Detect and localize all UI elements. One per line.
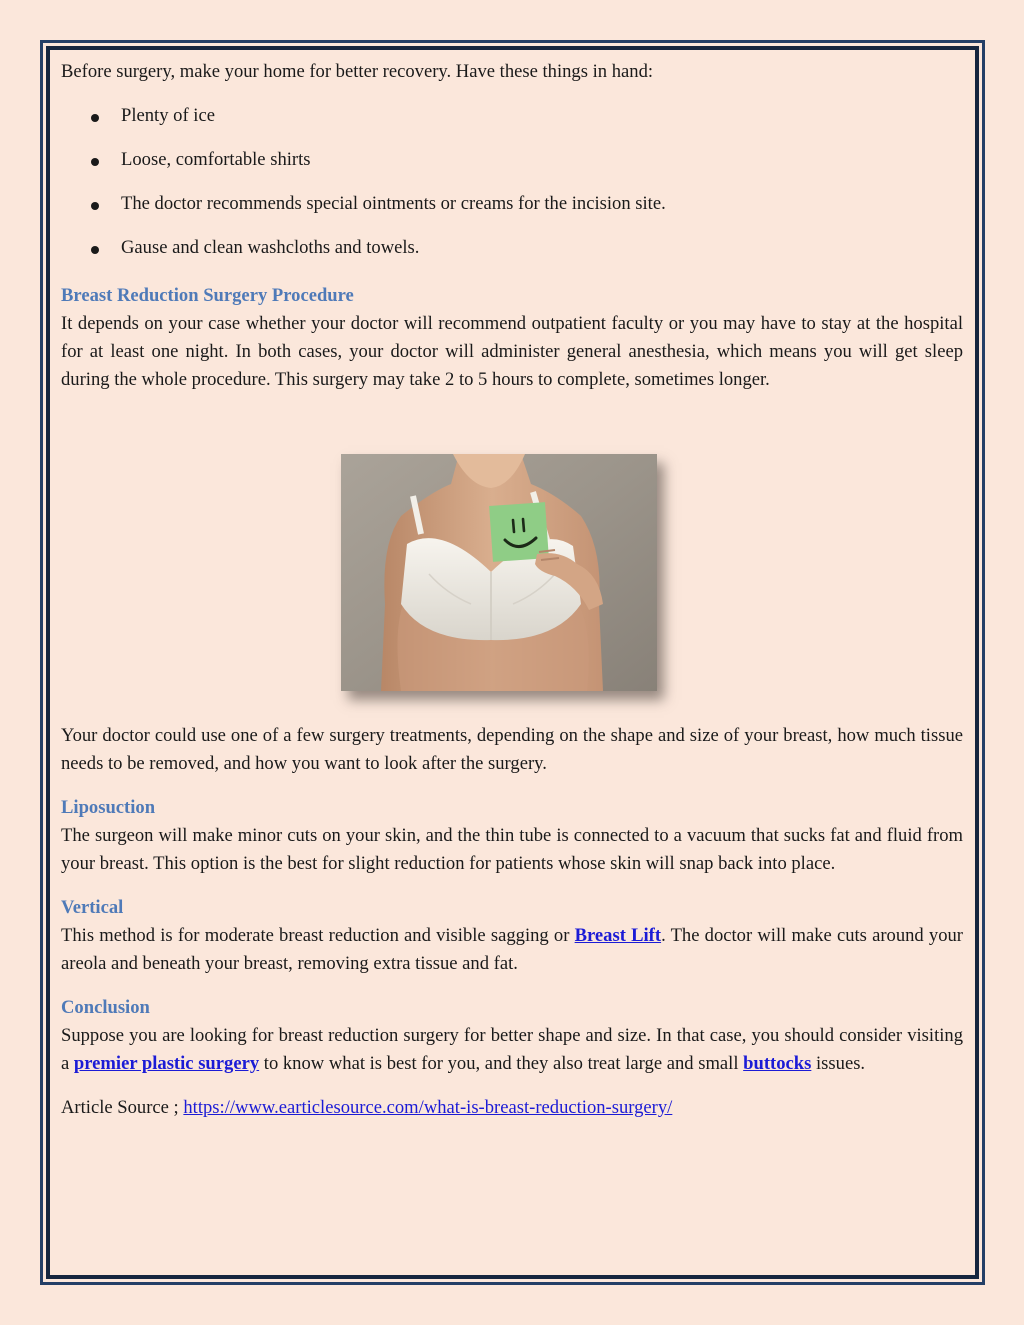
bullet-icon [91, 202, 99, 210]
checklist-item [61, 174, 963, 218]
conclusion-text [61, 1022, 963, 1078]
checklist-item-text: The doctor recommends special ointments or creams for the incision site. [121, 193, 666, 214]
conclusion-text-end: issues. [811, 1053, 866, 1074]
checklist-item-text: Gause and clean washcloths and towels. [121, 237, 420, 258]
treatments-intro-text: Your doctor could use one of a few surgery treatments, depending on the shape and size of your breast, how much tissue needs to be removed, and how you want to look after the surgery. [61, 725, 963, 774]
bullet-icon [91, 158, 99, 166]
recovery-checklist [61, 86, 963, 262]
checklist-item [61, 218, 963, 262]
conclusion-heading: Conclusion [61, 997, 150, 1018]
photo-illustration [341, 454, 657, 691]
procedure-text: It depends on your case whether your doctor will recommend outpatient faculty or you may have to stay at the hospital for at least one night. In both cases, your doctor will administer general anesthesia, which means you will get sleep during the whole procedure. This surgery may take 2 to 5 hours to complete, sometimes longer. [61, 313, 963, 390]
vertical-text-end: . The doctor will make cuts around your areola and beneath your breast, removing extra tissue and fat. [61, 925, 964, 974]
vertical-text-start: This method is for moderate breast reduction and visible sagging or [61, 925, 575, 946]
procedure-section [61, 282, 963, 394]
procedure-heading: Breast Reduction Surgery Procedure [61, 285, 354, 306]
breast-lift-link[interactable]: Breast Lift [574, 925, 662, 946]
article-source-link[interactable]: https://www.earticlesource.com/what-is-breast-reduction-surgery/ [183, 1097, 673, 1118]
article-source [61, 1094, 963, 1122]
vertical-heading: Vertical [61, 897, 124, 918]
premier-plastic-surgery-link[interactable]: premier plastic surgery [73, 1053, 260, 1074]
conclusion-text-middle: to know what is best for you, and they also treat large and small [259, 1053, 744, 1074]
checklist-item [61, 86, 963, 130]
checklist-item [61, 130, 963, 174]
conclusion-section [61, 994, 963, 1078]
liposuction-text: The surgeon will make minor cuts on your skin, and the thin tube is connected to a vacuum that sucks fat and fluid from your breast. This option is the best for slight reduction for patients whose skin will snap back into place. [61, 825, 963, 874]
checklist-item-text: Plenty of ice [121, 105, 215, 126]
liposuction-section [61, 794, 963, 878]
checklist-item-text: Loose, comfortable shirts [121, 149, 311, 170]
bullet-icon [91, 114, 99, 122]
conclusion-text-start: Suppose you are looking for breast reduction surgery for better shape and size. In that case, you should consider visiting a [61, 1025, 963, 1074]
article-source-label: Article Source ; [61, 1097, 184, 1118]
liposuction-heading: Liposuction [61, 797, 156, 818]
smiley-sign-photo [341, 454, 657, 691]
buttocks-link[interactable]: buttocks [743, 1053, 812, 1074]
vertical-section [61, 894, 963, 978]
bullet-icon [91, 246, 99, 254]
vertical-text [61, 922, 963, 978]
intro-text: Before surgery, make your home for better recovery. Have these things in hand: [61, 61, 654, 82]
